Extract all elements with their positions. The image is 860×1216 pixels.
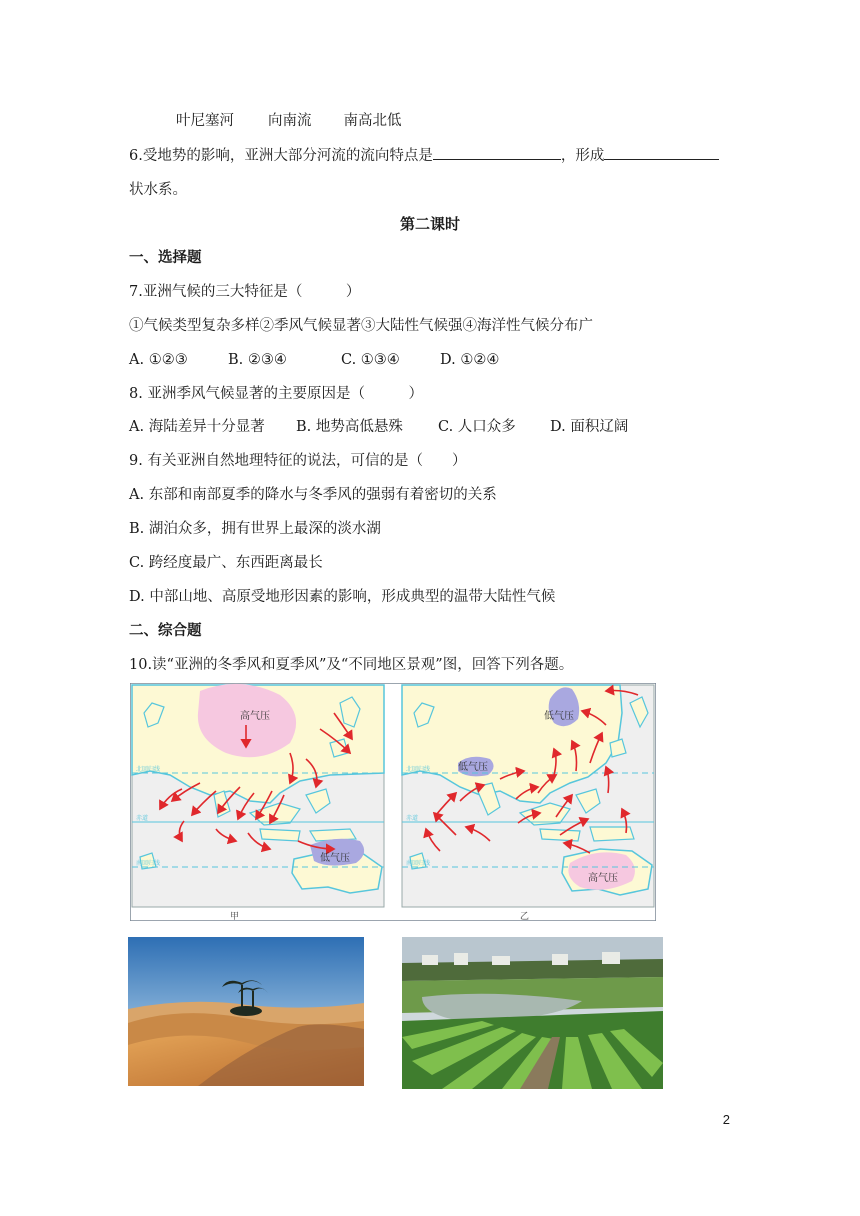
q6-blank-2[interactable] xyxy=(604,145,719,160)
left-low-pressure-label: 低气压 xyxy=(320,853,350,864)
right-low-pressure-label-2: 低气压 xyxy=(458,762,488,773)
q8-option-d[interactable]: D. 面积辽阔 xyxy=(550,419,629,435)
right-map-panel xyxy=(402,685,654,907)
right-tropic-cancer-label: 北回归线 xyxy=(406,766,431,773)
q8-options xyxy=(129,417,628,437)
equator-label: 赤道 xyxy=(136,815,149,822)
q6-line1 xyxy=(129,145,719,166)
q7-options xyxy=(129,350,499,370)
answer-3: 南高北低 xyxy=(343,113,402,129)
left-map-panel xyxy=(132,684,384,907)
q9-option-a[interactable]: A. 东部和南部夏季的降水与冬季风的强弱有着密切的关系 xyxy=(129,487,497,503)
q7-option-d[interactable]: D. ①②④ xyxy=(440,352,500,368)
q7-option-c[interactable]: C. ①③④ xyxy=(341,352,400,368)
desert-photo xyxy=(128,937,364,1086)
q7-option-a[interactable]: A. ①②③ xyxy=(129,352,188,368)
q8-option-c[interactable]: C. 人口众多 xyxy=(438,419,516,435)
q8-stem: 8. 亚洲季风气候显著的主要原因是（ ） xyxy=(129,386,423,402)
q8-option-a[interactable]: A. 海陆差异十分显著 xyxy=(129,419,265,435)
q9-stem: 9. 有关亚洲自然地理特征的说法，可信的是（ ） xyxy=(129,453,467,469)
right-high-pressure-label: 高气压 xyxy=(588,873,618,884)
tropic-capricorn-label: 南回归线 xyxy=(136,860,161,867)
q6-stem-b: ，形成 xyxy=(560,148,605,164)
right-caption: 乙 xyxy=(520,912,530,921)
q7-stem: 7.亚洲气候的三大特征是（ ） xyxy=(129,284,361,300)
answer-1: 叶尼塞河 xyxy=(176,113,234,129)
q6-stem-a: 6.受地势的影响，亚洲大部分河流的流向特点是 xyxy=(129,148,433,164)
right-low-pressure-label-1: 低气压 xyxy=(544,711,574,722)
q5-answers xyxy=(176,111,402,131)
left-high-pressure-label: 高气压 xyxy=(240,711,270,722)
section-comprehensive-heading: 二、综合题 xyxy=(129,623,202,639)
q9-option-d[interactable]: D. 中部山地、高原受地形因素的影响，形成典型的温带大陆性气候 xyxy=(129,589,556,605)
answer-2: 向南流 xyxy=(268,113,312,129)
q6-blank-1[interactable] xyxy=(433,145,561,160)
q8-option-b[interactable]: B. 地势高低悬殊 xyxy=(296,419,403,435)
right-tropic-capricorn-label: 南回归线 xyxy=(406,860,431,867)
q9-option-b[interactable]: B. 湖泊众多，拥有世界上最深的淡水湖 xyxy=(129,521,381,537)
left-caption: 甲 xyxy=(230,912,240,921)
right-equator-label: 赤道 xyxy=(406,815,419,822)
section-title: 第二课时 xyxy=(399,215,460,233)
q10-stem: 10.读“亚洲的冬季风和夏季风”及“不同地区景观”图，回答下列各题。 xyxy=(129,657,574,673)
q7-items: ①气候类型复杂多样②季风气候显著③大陆性气候强④海洋性气候分布广 xyxy=(129,318,593,334)
section-choice-heading: 一、选择题 xyxy=(129,250,202,266)
tropic-cancer-label: 北回归线 xyxy=(136,766,161,773)
q9-option-c[interactable]: C. 跨经度最广、东西距离最长 xyxy=(129,555,323,571)
q7-option-b[interactable]: B. ②③④ xyxy=(228,352,287,368)
farmland-photo xyxy=(402,937,663,1089)
q6-line2: 状水系。 xyxy=(129,182,187,198)
page-number: 2 xyxy=(722,1112,730,1127)
monsoon-map xyxy=(130,683,656,921)
